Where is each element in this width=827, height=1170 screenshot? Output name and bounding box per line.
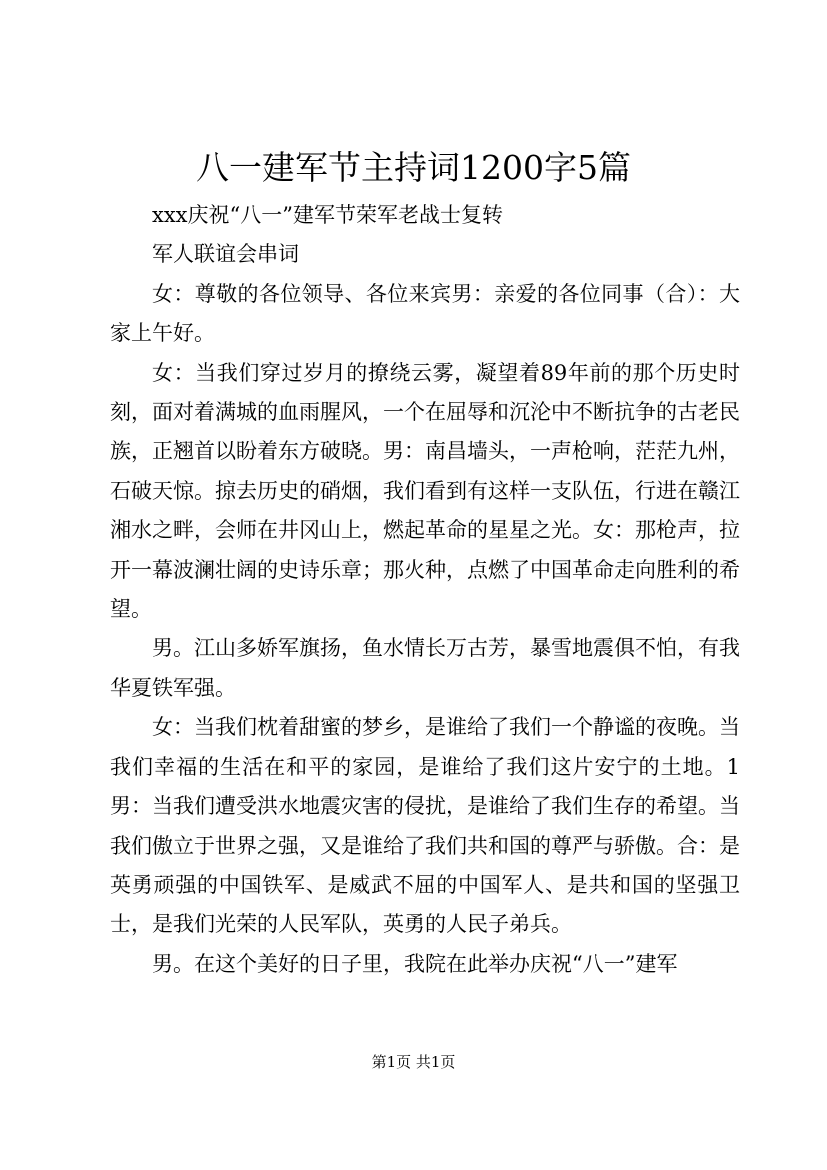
document-body xyxy=(110,196,740,984)
paragraph-history: 女：当我们穿过岁月的撩绕云雾，凝望着89年前的那个历史时刻，面对着满城的血雨腥风，一个在屈辱和沉沦中不断抗争的古老民族，正翘首以盼着东方破晓。男：南昌墙头，一声枪响，茫茫九州，石破天惊。掠去历史的硝烟，我们看到有这样一支队伍，行进在赣江湘水之畔，会师在井冈山上，燃起革命的星星之光。女：那枪声，拉开一幕波澜壮阔的史诗乐章；那火种，点燃了中国革命走向胜利的希望。 xyxy=(110,360,740,622)
paragraph-greeting: 女：尊敬的各位领导、各位来宾男：亲爱的各位同事（合）：大家上午好。 xyxy=(110,281,740,346)
paragraph-poem: 男。江山多娇军旗扬，鱼水情长万古芳，暴雪地震俱不怕，有我华夏铁军强。 xyxy=(110,636,740,700)
paragraph-tribute: 女：当我们枕着甜蜜的梦乡，是谁给了我们一个静谧的夜晚。当我们幸福的生活在和平的家园，是谁给了我们这片安宁的土地。1男：当我们遭受洪水地震灾害的侵扰，是谁给了我们生存的希望。当我们傲立于世界之强，又是谁给了我们共和国的尊严与骄傲。合：是英勇顽强的中国铁军、是威武不屈的中国军人、是共和国的坚强卫士，是我们光荣的人民军队，英勇的人民子弟兵。 xyxy=(110,715,740,937)
paragraph-closing: 男。在这个美好的日子里，我院在此举办庆祝“八一”建军 xyxy=(152,951,678,976)
document-title: 八一建军节主持词1200字5篇 xyxy=(196,148,631,187)
paragraph-intro-line1: xxx庆祝“八一”建军节荣军老战士复转 xyxy=(152,203,504,227)
page-footer: 第1页 共1页 xyxy=(371,1053,456,1071)
paragraph-intro-line2: 军人联谊会串词 xyxy=(152,242,299,267)
